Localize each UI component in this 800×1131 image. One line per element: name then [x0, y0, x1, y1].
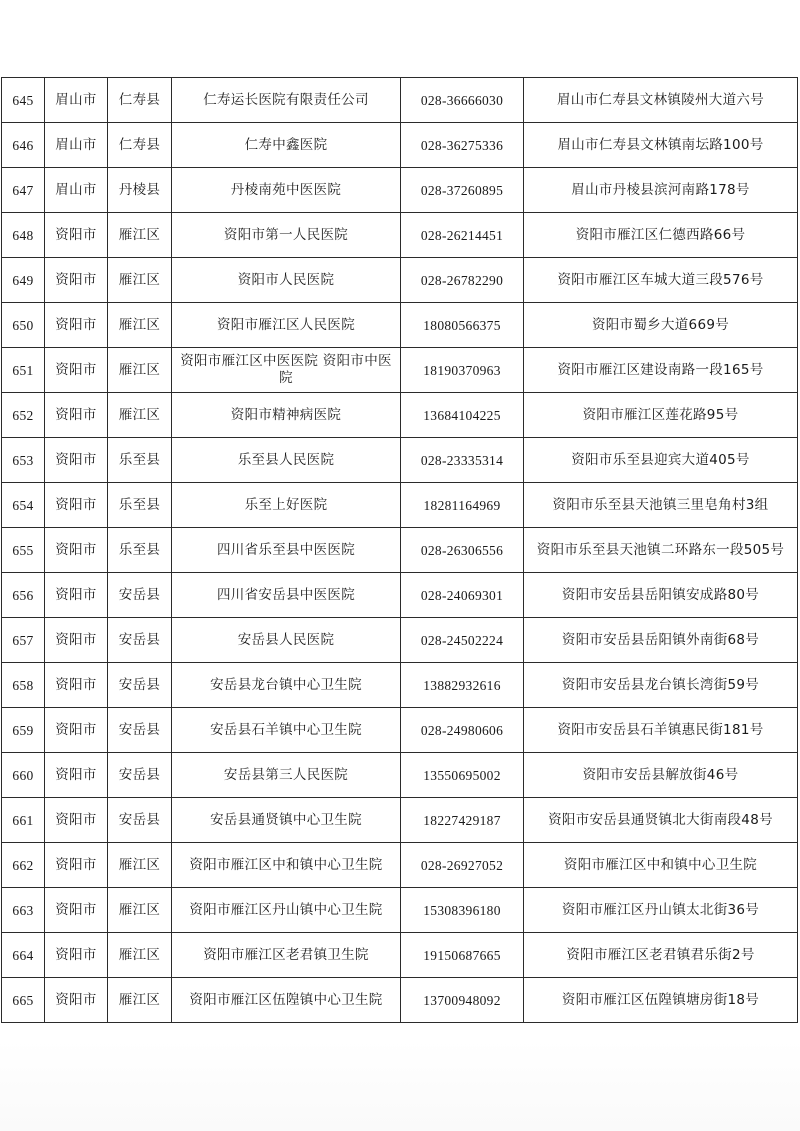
hospital-name-cell: 安岳县人民医院: [172, 618, 401, 663]
city-cell: 资阳市: [45, 438, 108, 483]
city-cell: 资阳市: [45, 663, 108, 708]
table-row: [2, 708, 798, 753]
table-row: [2, 798, 798, 843]
table-row: [2, 663, 798, 708]
district-cell: 雁江区: [108, 888, 172, 933]
district-cell: 安岳县: [108, 573, 172, 618]
city-cell: 资阳市: [45, 483, 108, 528]
table-row: [2, 618, 798, 663]
district-cell: 雁江区: [108, 303, 172, 348]
phone-cell: 18080566375: [401, 303, 524, 348]
phone-cell: 13550695002: [401, 753, 524, 798]
address-cell: 资阳市雁江区伍隍镇塘房街18号: [524, 978, 798, 1023]
address-cell: 资阳市安岳县解放街46号: [524, 753, 798, 798]
district-cell: 乐至县: [108, 528, 172, 573]
address-cell: 资阳市乐至县迎宾大道405号: [524, 438, 798, 483]
hospital-table: [1, 77, 798, 1023]
hospital-name-cell: 安岳县石羊镇中心卫生院: [172, 708, 401, 753]
phone-cell: 028-26214451: [401, 213, 524, 258]
district-cell: 安岳县: [108, 798, 172, 843]
row-number: 657: [2, 618, 45, 663]
phone-cell: 028-26927052: [401, 843, 524, 888]
table-row: [2, 393, 798, 438]
city-cell: 资阳市: [45, 798, 108, 843]
district-cell: 雁江区: [108, 978, 172, 1023]
row-number: 655: [2, 528, 45, 573]
city-cell: 资阳市: [45, 843, 108, 888]
district-cell: 雁江区: [108, 348, 172, 393]
phone-cell: 028-37260895: [401, 168, 524, 213]
hospital-name-cell: 仁寿中鑫医院: [172, 123, 401, 168]
district-cell: 雁江区: [108, 843, 172, 888]
hospital-name-cell: 资阳市雁江区老君镇卫生院: [172, 933, 401, 978]
city-cell: 资阳市: [45, 933, 108, 978]
row-number: 665: [2, 978, 45, 1023]
table-row: [2, 78, 798, 123]
hospital-name-cell: 乐至上好医院: [172, 483, 401, 528]
hospital-name-cell: 安岳县通贤镇中心卫生院: [172, 798, 401, 843]
city-cell: 资阳市: [45, 708, 108, 753]
address-cell: 眉山市仁寿县文林镇南坛路100号: [524, 123, 798, 168]
table-row: [2, 978, 798, 1023]
phone-cell: 028-23335314: [401, 438, 524, 483]
address-cell: 资阳市安岳县龙台镇长湾街59号: [524, 663, 798, 708]
hospital-name-cell: 丹棱南苑中医医院: [172, 168, 401, 213]
address-cell: 资阳市安岳县岳阳镇安成路80号: [524, 573, 798, 618]
address-cell: 资阳市雁江区车城大道三段576号: [524, 258, 798, 303]
phone-cell: 028-24980606: [401, 708, 524, 753]
district-cell: 雁江区: [108, 933, 172, 978]
row-number: 654: [2, 483, 45, 528]
table-row: [2, 573, 798, 618]
hospital-name-cell: 安岳县龙台镇中心卫生院: [172, 663, 401, 708]
phone-cell: 028-26782290: [401, 258, 524, 303]
city-cell: 资阳市: [45, 753, 108, 798]
district-cell: 乐至县: [108, 483, 172, 528]
hospital-name-cell: 资阳市第一人民医院: [172, 213, 401, 258]
row-number: 651: [2, 348, 45, 393]
address-cell: 资阳市雁江区中和镇中心卫生院: [524, 843, 798, 888]
address-cell: 资阳市雁江区建设南路一段165号: [524, 348, 798, 393]
row-number: 650: [2, 303, 45, 348]
table-body: [2, 78, 798, 1023]
hospital-name-cell: 安岳县第三人民医院: [172, 753, 401, 798]
table-row: [2, 348, 798, 393]
address-cell: 资阳市乐至县天池镇三里皂角村3组: [524, 483, 798, 528]
district-cell: 雁江区: [108, 213, 172, 258]
row-number: 662: [2, 843, 45, 888]
city-cell: 资阳市: [45, 303, 108, 348]
phone-cell: 028-36666030: [401, 78, 524, 123]
table-row: [2, 303, 798, 348]
district-cell: 雁江区: [108, 258, 172, 303]
row-number: 656: [2, 573, 45, 618]
phone-cell: 13700948092: [401, 978, 524, 1023]
city-cell: 资阳市: [45, 528, 108, 573]
city-cell: 资阳市: [45, 618, 108, 663]
district-cell: 乐至县: [108, 438, 172, 483]
hospital-name-cell: 资阳市雁江区丹山镇中心卫生院: [172, 888, 401, 933]
table-row: [2, 213, 798, 258]
row-number: 661: [2, 798, 45, 843]
table-row: [2, 933, 798, 978]
hospital-name-cell: 四川省安岳县中医医院: [172, 573, 401, 618]
address-cell: 资阳市安岳县岳阳镇外南街68号: [524, 618, 798, 663]
table-row: [2, 258, 798, 303]
phone-cell: 18227429187: [401, 798, 524, 843]
district-cell: 安岳县: [108, 663, 172, 708]
phone-cell: 19150687665: [401, 933, 524, 978]
phone-cell: 028-24069301: [401, 573, 524, 618]
district-cell: 丹棱县: [108, 168, 172, 213]
city-cell: 资阳市: [45, 258, 108, 303]
row-number: 660: [2, 753, 45, 798]
row-number: 646: [2, 123, 45, 168]
city-cell: 资阳市: [45, 888, 108, 933]
phone-cell: 028-36275336: [401, 123, 524, 168]
table-row: [2, 483, 798, 528]
phone-cell: 028-24502224: [401, 618, 524, 663]
row-number: 658: [2, 663, 45, 708]
table-row: [2, 753, 798, 798]
hospital-name-cell: 仁寿运长医院有限责任公司: [172, 78, 401, 123]
phone-cell: 028-26306556: [401, 528, 524, 573]
hospital-name-cell: 四川省乐至县中医医院: [172, 528, 401, 573]
district-cell: 安岳县: [108, 753, 172, 798]
address-cell: 资阳市安岳县石羊镇惠民街181号: [524, 708, 798, 753]
table-row: [2, 438, 798, 483]
district-cell: 仁寿县: [108, 78, 172, 123]
hospital-name-cell: 资阳市人民医院: [172, 258, 401, 303]
city-cell: 眉山市: [45, 168, 108, 213]
row-number: 647: [2, 168, 45, 213]
city-cell: 资阳市: [45, 978, 108, 1023]
city-cell: 资阳市: [45, 348, 108, 393]
city-cell: 资阳市: [45, 393, 108, 438]
address-cell: 资阳市雁江区老君镇君乐街2号: [524, 933, 798, 978]
table-row: [2, 888, 798, 933]
table-row: [2, 528, 798, 573]
address-cell: 资阳市乐至县天池镇二环路东一段505号: [524, 528, 798, 573]
district-cell: 仁寿县: [108, 123, 172, 168]
address-cell: 资阳市雁江区丹山镇太北街36号: [524, 888, 798, 933]
district-cell: 安岳县: [108, 618, 172, 663]
row-number: 652: [2, 393, 45, 438]
table-row: [2, 843, 798, 888]
hospital-name-cell: 资阳市精神病医院: [172, 393, 401, 438]
phone-cell: 18281164969: [401, 483, 524, 528]
address-cell: 眉山市丹棱县滨河南路178号: [524, 168, 798, 213]
hospital-name-cell: 资阳市雁江区中和镇中心卫生院: [172, 843, 401, 888]
row-number: 648: [2, 213, 45, 258]
hospital-name-cell: 资阳市雁江区中医医院 资阳市中医院: [172, 348, 401, 393]
city-cell: 眉山市: [45, 123, 108, 168]
city-cell: 眉山市: [45, 78, 108, 123]
row-number: 664: [2, 933, 45, 978]
row-number: 653: [2, 438, 45, 483]
phone-cell: 15308396180: [401, 888, 524, 933]
phone-cell: 13684104225: [401, 393, 524, 438]
table-row: [2, 168, 798, 213]
phone-cell: 13882932616: [401, 663, 524, 708]
phone-cell: 18190370963: [401, 348, 524, 393]
city-cell: 资阳市: [45, 213, 108, 258]
hospital-name-cell: 资阳市雁江区伍隍镇中心卫生院: [172, 978, 401, 1023]
address-cell: 资阳市雁江区莲花路95号: [524, 393, 798, 438]
address-cell: 资阳市安岳县通贤镇北大街南段48号: [524, 798, 798, 843]
district-cell: 雁江区: [108, 393, 172, 438]
row-number: 663: [2, 888, 45, 933]
page-bottom-margin: [0, 1040, 800, 1131]
address-cell: 眉山市仁寿县文林镇陵州大道六号: [524, 78, 798, 123]
row-number: 659: [2, 708, 45, 753]
row-number: 649: [2, 258, 45, 303]
address-cell: 资阳市雁江区仁德西路66号: [524, 213, 798, 258]
hospital-name-cell: 资阳市雁江区人民医院: [172, 303, 401, 348]
city-cell: 资阳市: [45, 573, 108, 618]
district-cell: 安岳县: [108, 708, 172, 753]
table-row: [2, 123, 798, 168]
hospital-name-cell: 乐至县人民医院: [172, 438, 401, 483]
address-cell: 资阳市蜀乡大道669号: [524, 303, 798, 348]
row-number: 645: [2, 78, 45, 123]
